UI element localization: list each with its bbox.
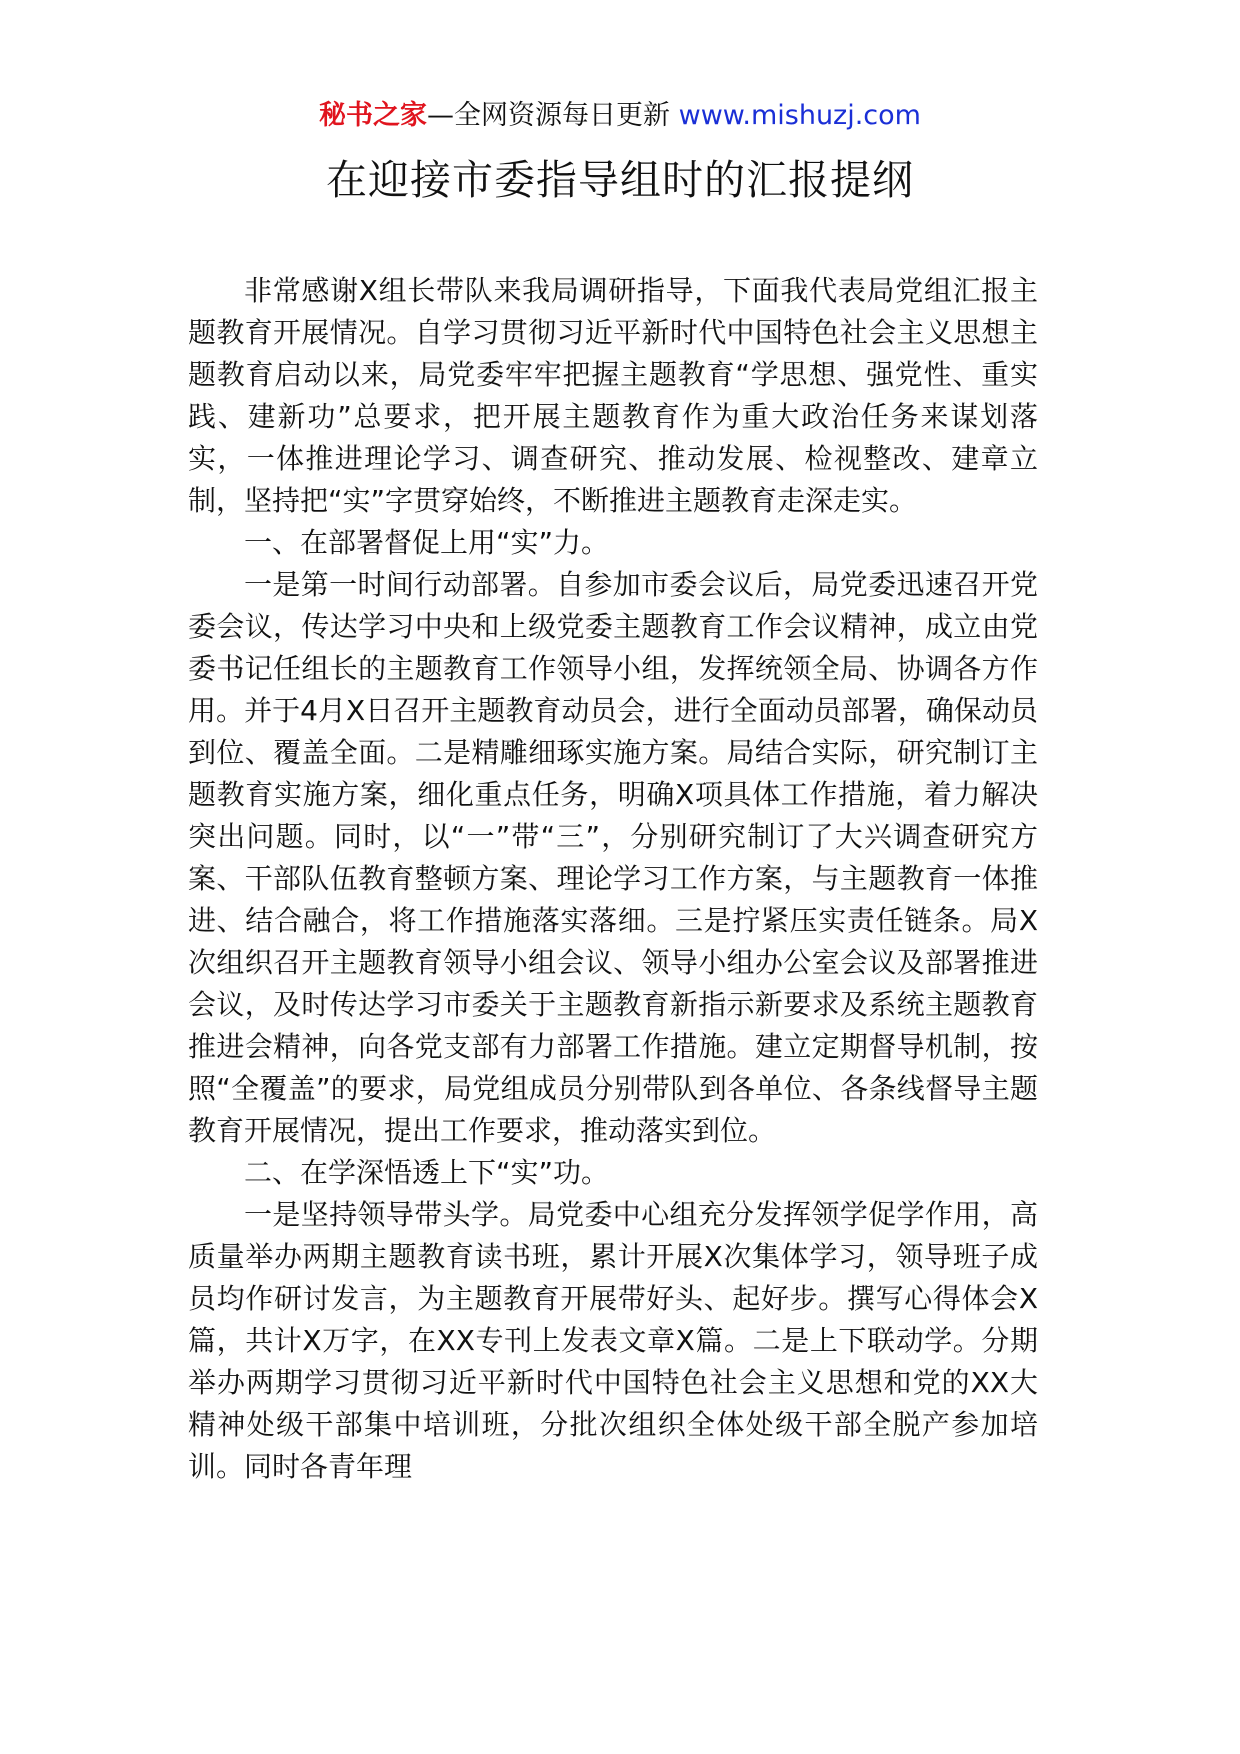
document-title: 在迎接市委指导组时的汇报提纲 bbox=[326, 156, 914, 204]
site-brand: 秘书之家 bbox=[319, 100, 428, 131]
site-slogan: —全网资源每日更新 bbox=[427, 100, 679, 131]
document-body bbox=[188, 270, 1038, 1488]
intro-paragraph: 非常感谢X组长带队来我局调研指导，下面我代表局党组汇报主题教育开展情况。自学习贯彻习近平新时代中国特色社会主义思想主题教育启动以来，局党委牢牢把握主题教育“学思想、强党性、重实践、建新功”总要求，把开展主题教育作为重大政治任务来谋划落实，一体推进理论学习、调查研究、推动发展、检视整改、建章立制，坚持把“实”字贯穿始终，不断推进主题教育走深走实。 bbox=[188, 274, 1038, 517]
site-url-link[interactable]: www.mishuzj.com bbox=[678, 100, 921, 131]
section-heading-2: 二、在学深悟透上下“实”功。 bbox=[244, 1156, 610, 1189]
section-heading-1: 一、在部署督促上用“实”力。 bbox=[244, 526, 610, 559]
section-paragraph-1: 一是第一时间行动部署。自参加市委会议后，局党委迅速召开党委会议，传达学习中央和上级党委主题教育工作会议精神，成立由党委书记任组长的主题教育工作领导小组，发挥统领全局、协调各方作用。并于4月X日召开主题教育动员会，进行全面动员部署，确保动员到位、覆盖全面。二是精雕细琢实施方案。局结合实际，研究制订主题教育实施方案，细化重点任务，明确X项具体工作措施，着力解决突出问题。同时，以“一”带“三”，分别研究制订了大兴调查研究方案、干部队伍教育整顿方案、理论学习工作方案，与主题教育一体推进、结合融合，将工作措施落实落细。三是拧紧压实责任链条。局X次组织召开主题教育领导小组会议、领导小组办公室会议及部署推进会议，及时传达学习市委关于主题教育新指示新要求及系统主题教育推进会精神，向各党支部有力部署工作措施。建立定期督导机制，按照“全覆盖”的要求，局党组成员分别带队到各单位、各条线督导主题教育开展情况，提出工作要求，推动落实到位。 bbox=[188, 568, 1038, 1147]
section-paragraph-2: 一是坚持领导带头学。局党委中心组充分发挥领学促学作用，高质量举办两期主题教育读书班，累计开展X次集体学习，领导班子成员均作研讨发言，为主题教育开展带好头、起好步。撰写心得体会X篇，共计X万字，在XX专刊上发表文章X篇。二是上下联动学。分期举办两期学习贯彻习近平新时代中国特色社会主义思想和党的XX大精神处级干部集中培训班，分批次组织全体处级干部全脱产参加培训。同时各青年理 bbox=[188, 1198, 1038, 1483]
site-header bbox=[0, 98, 1240, 134]
